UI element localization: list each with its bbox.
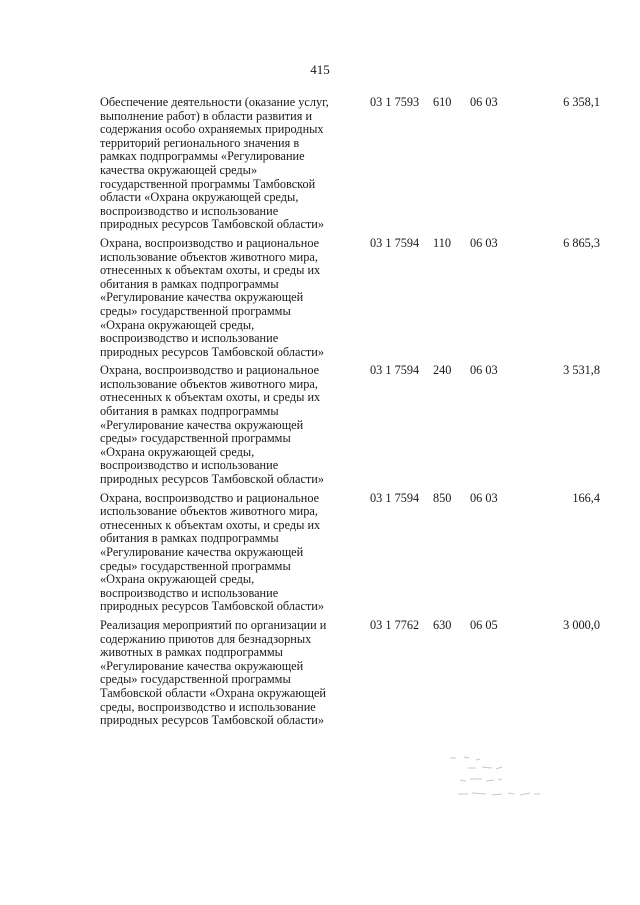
budget-table (0, 96, 640, 733)
row-amount: 6 358,1 (563, 95, 600, 109)
row-section-code: 06 05 (470, 617, 498, 632)
page-number: 415 (310, 62, 330, 77)
table-row (0, 492, 640, 614)
row-expense-type: 630 (433, 617, 452, 632)
row-target-code: 03 1 7593 (370, 95, 420, 109)
row-amount: 3 000,0 (563, 617, 600, 632)
row-expense-type: 610 (433, 95, 452, 109)
table-row (0, 619, 640, 728)
row-description: Охрана, воспроизводство и рациональное использование объектов животного мира, отнесенных к объектам охоты, и среды их обитания в рамках подпрограммы «Регулирование качества окружающей среды» государственной программы «Охрана окружающей среды, воспроизводство и использование природных ресурсов Тамбовской области» (100, 490, 325, 614)
row-amount: 166,4 (572, 490, 600, 505)
row-description: Охрана, воспроизводство и рациональное использование объектов животного мира, отнесенных к объектам охоты, и среды их обитания в рамках подпрограммы «Регулирование качества окружающей среды» государственной программы «Охрана окружающей среды, воспроизводство и использование природных ресурсов Тамбовской области» (100, 235, 325, 359)
row-description: Обеспечение деятельности (оказание услуг, выполнение работ) в области развития и содержания особо охраняемых природных территорий регионального значения в рамках подпрограммы «Регулирование качества окружающей среды» государственной программы Тамбовской области «Охрана окружающей среды, воспроизводство и использование природных ресурсов Тамбовской области» (100, 95, 329, 232)
row-expense-type: 850 (433, 490, 452, 505)
row-section-code: 06 03 (470, 490, 498, 505)
table-row (0, 237, 640, 359)
faint-stamp-mark (420, 752, 560, 812)
row-section-code: 06 03 (470, 95, 498, 109)
row-description: Охрана, воспроизводство и рациональное использование объектов животного мира, отнесенных к объектам охоты, и среды их обитания в рамках подпрограммы «Регулирование качества окружающей среды» государственной программы «Охрана окружающей среды, воспроизводство и использование природных ресурсов Тамбовской области» (100, 363, 325, 487)
row-amount: 6 865,3 (563, 235, 600, 250)
row-expense-type: 240 (433, 363, 452, 378)
table-row (0, 96, 640, 232)
row-target-code: 03 1 7594 (370, 490, 420, 505)
row-target-code: 03 1 7594 (370, 235, 420, 250)
row-target-code: 03 1 7594 (370, 363, 420, 378)
row-section-code: 06 03 (470, 363, 498, 378)
row-expense-type: 110 (433, 235, 451, 250)
row-section-code: 06 03 (470, 235, 498, 250)
row-target-code: 03 1 7762 (370, 617, 420, 632)
table-row (0, 364, 640, 486)
row-description: Реализация мероприятий по организации и содержанию приютов для безнадзорных животных в рамках подпрограммы «Регулирование качества окружающей среды» государственной программы Тамбовской области «Охрана окружающей среды, воспроизводство и использование природных ресурсов Тамбовской области» (100, 617, 327, 728)
row-amount: 3 531,8 (563, 363, 600, 378)
